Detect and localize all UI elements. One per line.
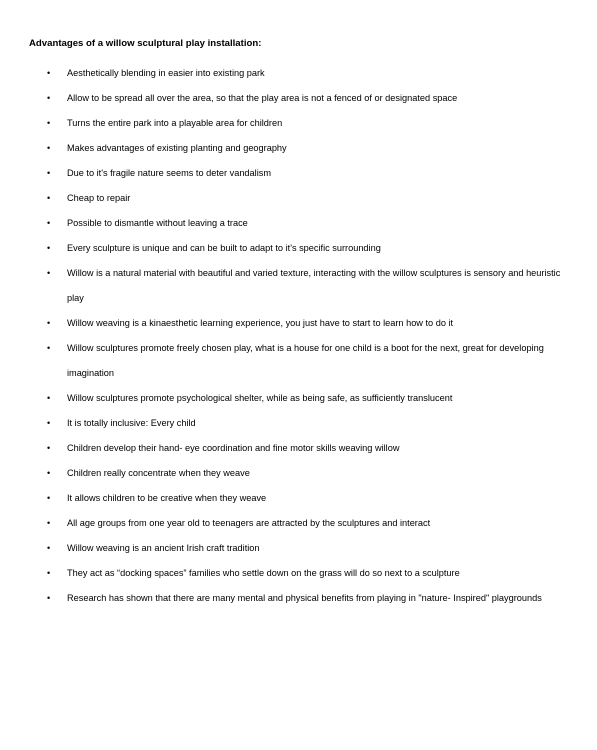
list-item-text: It allows children to be creative when they weave (67, 493, 267, 503)
bullet-icon: • (47, 168, 51, 178)
bullet-icon: • (47, 493, 51, 503)
list-item (0, 261, 597, 311)
bullet-icon: • (47, 543, 51, 553)
bullet-icon: • (47, 93, 51, 103)
list-item-text: They act as “docking spaces” families who settle down on the grass will do so next to a sculpture (67, 568, 460, 578)
bullet-icon: • (47, 118, 51, 128)
list-item (0, 461, 597, 486)
list-item-text: Children develop their hand- eye coordination and fine motor skills weaving willow (67, 443, 400, 453)
list-item-text: Aesthetically blending in easier into existing park (67, 68, 265, 78)
list-item (0, 86, 597, 111)
list-item-text: Willow weaving is a kinaesthetic learning experience, you just have to start to learn how to do it (67, 318, 454, 328)
list-item (0, 486, 597, 511)
list-item-text: Every sculpture is unique and can be built to adapt to it's specific surrounding (67, 243, 381, 253)
list-item-text: Turns the entire park into a playable area for children (67, 118, 283, 128)
bullet-icon: • (47, 343, 51, 353)
bullet-icon: • (47, 518, 51, 528)
bullet-icon: • (47, 268, 51, 278)
list-item (0, 586, 597, 611)
document-heading: Advantages of a willow sculptural play installation: (29, 38, 262, 49)
list-item (0, 561, 597, 586)
list-item-text: Willow is a natural material with beautiful and varied texture, interacting with the willow sculptures is sensory and heuristic play (67, 268, 561, 303)
bullet-icon: • (47, 68, 51, 78)
advantages-list (0, 61, 597, 611)
bullet-icon: • (47, 443, 51, 453)
list-item (0, 111, 597, 136)
bullet-icon: • (47, 568, 51, 578)
bullet-icon: • (47, 318, 51, 328)
list-item-text: It is totally inclusive: Every child (67, 418, 196, 428)
bullet-icon: • (47, 218, 51, 228)
list-item-text: Makes advantages of existing planting and geography (67, 143, 287, 153)
list-item (0, 136, 597, 161)
bullet-icon: • (47, 193, 51, 203)
bullet-icon: • (47, 418, 51, 428)
list-item (0, 336, 597, 386)
list-item (0, 511, 597, 536)
list-item (0, 61, 597, 86)
list-item-text: Willow sculptures promote psychological shelter, while as being safe, as sufficiently translucent (67, 393, 453, 403)
list-item (0, 536, 597, 561)
list-item-text: Research has shown that there are many mental and physical benefits from playing in "nature- Inspired" playgrounds (67, 593, 542, 603)
list-item (0, 161, 597, 186)
list-item-text: Willow sculptures promote freely chosen play, what is a house for one child is a boot for the next, great for developing imagination (67, 343, 544, 378)
list-item-text: Possible to dismantle without leaving a trace (67, 218, 248, 228)
list-item (0, 186, 597, 211)
list-item-text: Children really concentrate when they weave (67, 468, 250, 478)
list-item (0, 311, 597, 336)
list-item-text: Allow to be spread all over the area, so that the play area is not a fenced of or designated space (67, 93, 458, 103)
list-item (0, 236, 597, 261)
list-item-text: All age groups from one year old to teenagers are attracted by the sculptures and interact (67, 518, 431, 528)
list-item (0, 411, 597, 436)
bullet-icon: • (47, 593, 51, 603)
list-item (0, 386, 597, 411)
list-item-text: Willow weaving is an ancient Irish craft tradition (67, 543, 260, 553)
bullet-icon: • (47, 393, 51, 403)
bullet-icon: • (47, 468, 51, 478)
bullet-icon: • (47, 243, 51, 253)
list-item (0, 436, 597, 461)
bullet-icon: • (47, 143, 51, 153)
list-item-text: Cheap to repair (67, 193, 131, 203)
list-item-text: Due to it's fragile nature seems to deter vandalism (67, 168, 271, 178)
list-item (0, 211, 597, 236)
